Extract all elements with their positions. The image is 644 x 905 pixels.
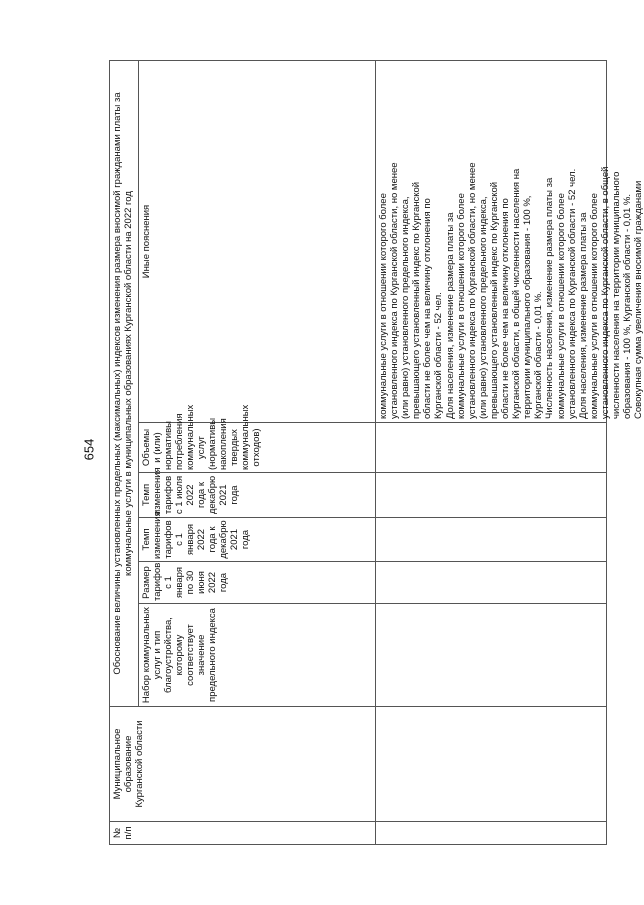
notes-line: превышающего установленный индекс по Курганской <box>488 181 500 419</box>
notes-line: Курганской области - 52 чел. <box>433 292 445 419</box>
notes-line: Совокупная сумма увеличения вносимой гражданами <box>633 180 644 419</box>
notes-line: Доля населения, изменение размера платы за <box>577 212 589 419</box>
notes-line: численности населения на территории муниципального <box>610 171 622 419</box>
page-number: 654 <box>81 438 97 461</box>
sub-header-notes: Иные пояснения <box>141 204 152 279</box>
sub-header-row <box>139 61 376 707</box>
notes-line: коммунальные услуги в отношении которого более <box>588 193 600 419</box>
cell-notes <box>376 61 644 422</box>
notes-line: области не более чем на величину отклонения по <box>422 198 434 419</box>
notes-line: коммунальные услуги в отношении которого более <box>555 193 567 419</box>
notes-line: установленного индекса по Курганской области, в общей <box>599 166 611 419</box>
sub-header-tariff-size: Размер тарифов с 1 января по 30 июня 2022 года <box>139 561 375 603</box>
col-number-header: № п/п <box>110 822 376 845</box>
notes-line: Курганской области - 0,01 %. <box>533 291 545 419</box>
sub-header-volumes: Объемы и (или) нормативы потребления коммунальных услуг (нормативы накопления твердых коммунальных отходов) <box>139 422 375 472</box>
notes-line: (или равно) установленного предельного индекса, <box>477 196 489 419</box>
cell-volumes <box>376 422 606 472</box>
notes-line: Курганской области, в общей численности населения на <box>511 168 523 419</box>
sub-header-service-set: Набор коммунальных услуг и тип благоустройства, которому соответствует значение предельного индекса <box>139 603 375 706</box>
notes-line: коммунальные услуги в отношении которого более <box>455 193 467 419</box>
notes-line: области не более чем на величину отклонения по <box>500 198 512 419</box>
cell-municipality <box>376 707 607 822</box>
notes-line: установленного индекса по Курганской области, но менее <box>389 162 401 419</box>
notes-line: установленного индекса по Курганской области - 52 чел. <box>566 168 578 419</box>
notes-line: Численность населения, изменение размера платы за <box>544 177 556 419</box>
notes-line: коммунальные услуги в отношении которого более <box>378 193 389 419</box>
notes-text <box>378 64 644 419</box>
notes-line: установленного индекса по Курганской области, но менее <box>466 162 478 419</box>
cell-tariff-size <box>376 561 606 603</box>
cell-growth-july <box>376 472 606 517</box>
notes-line: образования - 100 %, Курганской области - 0,01 %. <box>622 194 634 419</box>
notes-line: Доля населения, изменение размера платы за <box>444 212 456 419</box>
cell-number <box>376 822 607 845</box>
sub-header-growth-january: Темп изменения тарифов с 1 января 2022 года к декабрю 2021 года <box>139 517 375 561</box>
notes-line: превышающего установленный индекс по Курганской <box>411 181 423 419</box>
col-municipality-header: Муниципальное образование Курганской области <box>110 707 376 822</box>
notes-line: территории муниципального образования - 100 %, <box>522 195 534 419</box>
sub-header-growth-july: Темп изменения тарифов с 1 июля 2022 года к декабрю 2021 года <box>139 472 375 517</box>
body-row <box>376 61 644 707</box>
cell-growth-january <box>376 517 606 561</box>
group-header: Обоснование величины установленных предельных (максимальных) индексов изменения размера вносимой гражданами платы за коммунальные услуги в муниципальных образованиях Курганской области на 2022 год <box>110 61 139 707</box>
notes-line: (или равно) установленного предельного индекса, <box>400 196 412 419</box>
justification-table <box>109 60 644 845</box>
rotated-table-area <box>109 61 644 845</box>
cell-service-set <box>376 603 606 706</box>
